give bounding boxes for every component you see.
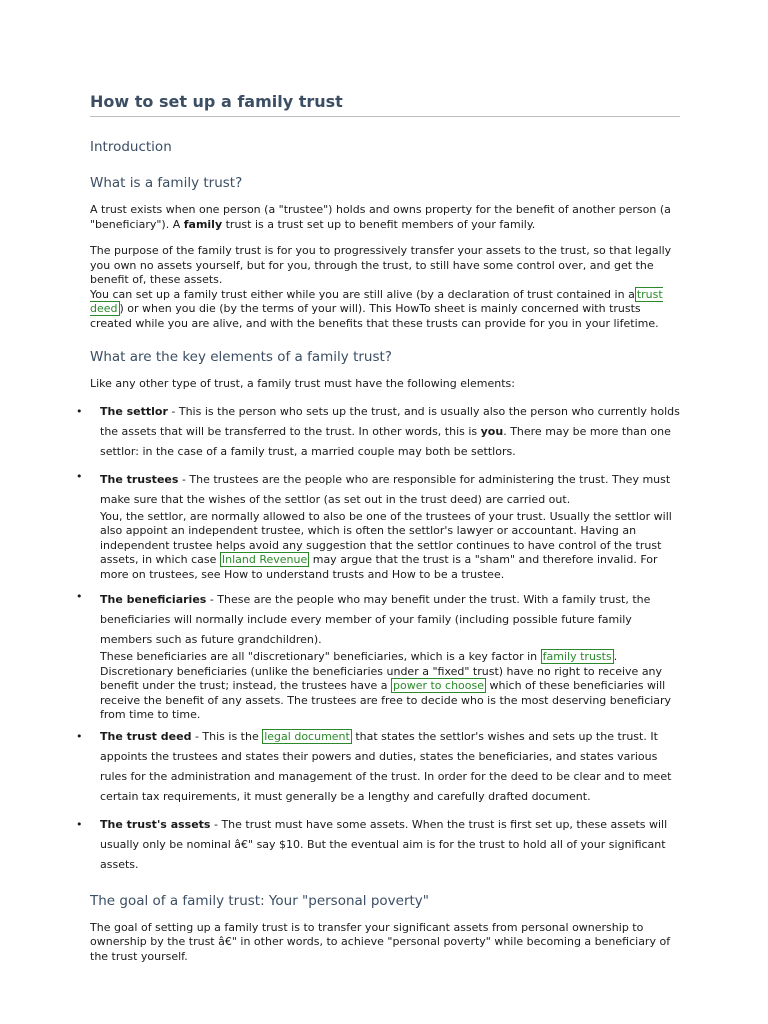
settlor-term: The settlor: [100, 404, 168, 418]
legal-document-link[interactable]: legal document: [264, 729, 350, 743]
list-item-beneficiaries: • The beneficiaries - These are the people who may benefit under the trust. With a family trust, the beneficiaries will normally include every member of your family (including possible future family members such as future grandchildren). These beneficiaries are all "discretionary" beneficiaries, which is a key factor in family trusts . Discretionary beneficiaries (unlike the beneficiaries under a "fixed" trust) have no right to receive any benefit under the trust; instead, the trustees have a power to choose which of these beneficiaries will receive the benefit of any assets. The trustees are free to decide who is the most deserving beneficiary from time to time.: [90, 590, 680, 723]
goal-heading: The goal of a family trust: Your "personal poverty": [90, 892, 430, 909]
trust-deed-link[interactable]: trust deed: [90, 287, 663, 315]
list-item-settlor: • The settlor - This is the person who sets up the trust, and is usually also the person who currently holds the assets that will be transferred to the trust. In other words, this is you. There may be more than one settlor: in the case of a family trust, a married couple may both be settlors.: [90, 402, 680, 462]
family-trusts-link[interactable]: family trusts: [542, 650, 612, 663]
document-page: [90, 92, 680, 964]
what-is-paragraph-1: A trust exists when one person (a "trustee") holds and owns property for the benefit of another person (a "beneficiary"). A family trust is a trust set up to benefit members of your family.: [90, 203, 671, 231]
key-elements-intro: Like any other type of trust, a family trust must have the following elements:: [90, 377, 515, 390]
trust-assets-term: The trust's assets: [100, 817, 211, 831]
list-item-trust-assets: • The trust's assets - The trust must have some assets. When the trust is first set up, these assets will usually only be nominal â€" say $10. But the eventual aim is for the trust to hold all of your significant assets.: [90, 815, 680, 875]
beneficiaries-term: The beneficiaries: [100, 593, 207, 606]
key-elements-list: [90, 402, 680, 875]
list-item-trustees: • The trustees - The trustees are the people who are responsible for administering the trust. They must make sure that the wishes of the settlor (as set out in the trust deed) are carried out. You, the settlor, are normally allowed to also be one of the trustees of your trust. Usually the settlor will also appoint an independent trustee, which is often the settlor's lawyer or accountant. Having an independent trustee helps avoid any suggestion that the settlor continues to have control of the trust assets, in which case Inland Revenue may argue that the trust is a "sham" and therefore invalid. For more on trustees, see How to understand trusts and How to be a trustee.: [90, 470, 680, 583]
trust-deed-term: The trust deed: [100, 729, 192, 743]
what-is-heading: What is a family trust?: [90, 175, 243, 191]
list-item-trust-deed: • The trust deed - This is the legal document that states the settlor's wishes and sets up the trust. It appoints the trustees and states their powers and duties, states the beneficiaries, and states various rules for the administration and management of the trust. In order for the deed to be clear and to meet certain tax requirements, it must generally be a lengthy and carefully drafted document.: [90, 727, 680, 807]
power-to-choose-link[interactable]: power to choose: [392, 679, 484, 692]
what-is-paragraph-3: You can set up a family trust either while you are still alive (by a declaration of trust contained in a trust deed ) or when you die (by the terms of your will). This HowTo sheet is mainly concerned with trusts created while you are alive, and with the benefits that these trusts can provide for you in your lifetime.: [90, 287, 663, 330]
inland-revenue-link[interactable]: Inland Revenue: [221, 553, 308, 566]
trustees-term: The trustees: [100, 472, 179, 486]
page-title: How to set up a family trust: [90, 92, 680, 117]
goal-paragraph: The goal of setting up a family trust is to transfer your significant assets from personal ownership to ownership by the trust â€" in other words, to achieve "personal poverty" while becoming a beneficiary of the trust yourself.: [90, 920, 671, 963]
introduction-heading: Introduction: [90, 139, 172, 155]
family-bold: family: [183, 217, 223, 231]
what-is-paragraph-2: The purpose of the family trust is for you to progressively transfer your assets to the trust, so that legally you own no assets yourself, but for you, through the trust, to still have some control over, and get the benefit of, these assets.: [90, 244, 672, 286]
key-elements-heading: What are the key elements of a family trust?: [90, 349, 392, 365]
